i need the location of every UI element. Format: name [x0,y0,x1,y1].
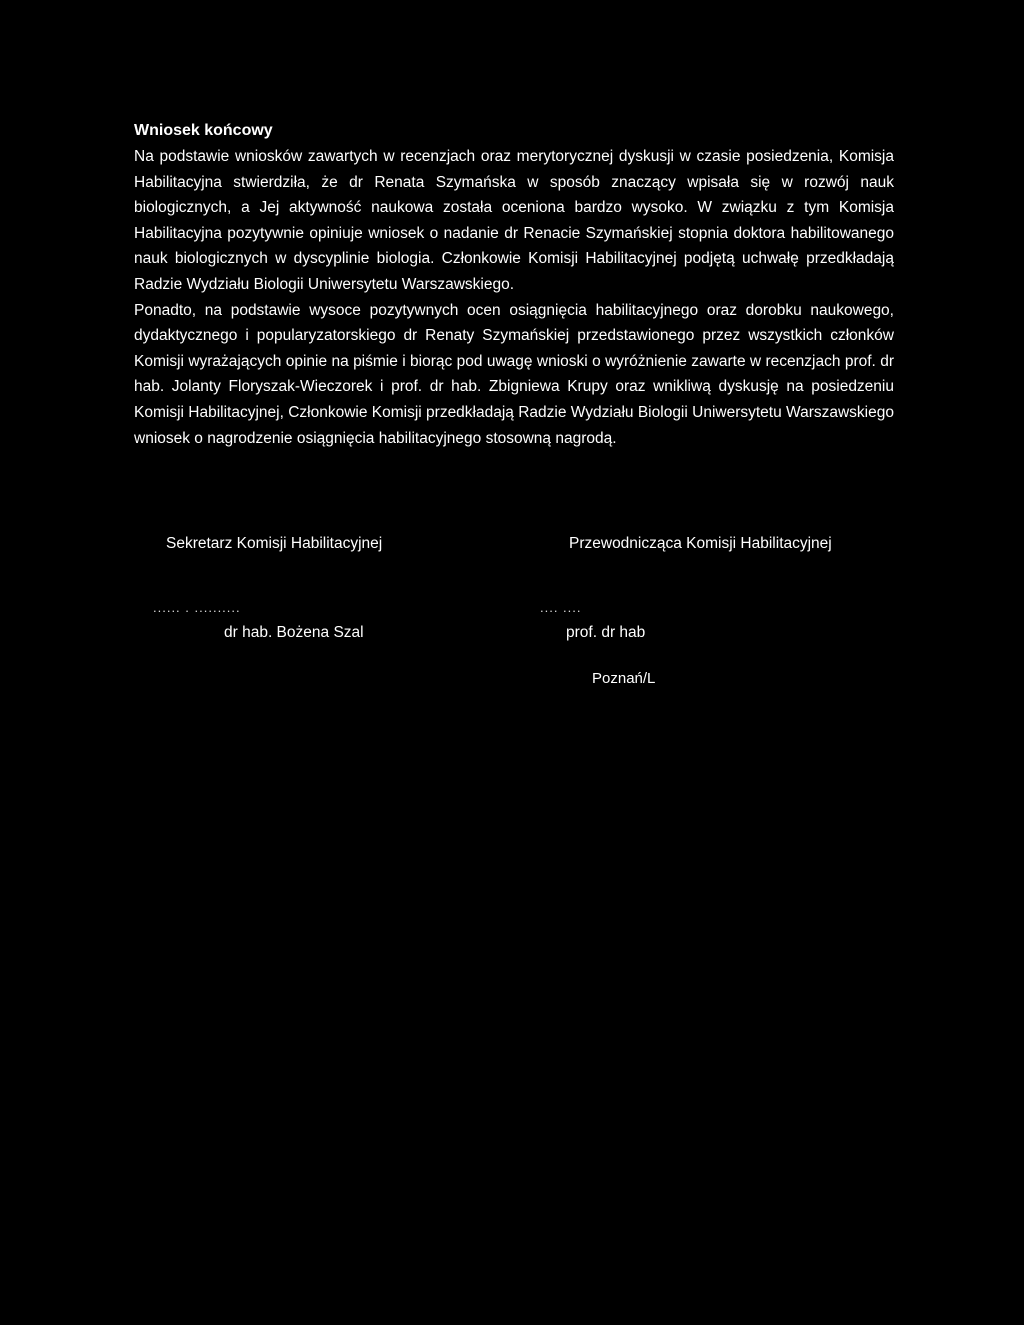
chairperson-name: prof. dr hab [566,624,646,641]
paragraph-conclusion: Na podstawie wniosków zawartych w recenzjach oraz merytorycznej dyskusji w czasie posiedzenia, Komisja Habilitacyjna stwierdziła, że dr Renata Szymańska w sposób znaczący wpisała się w rozwój nauk biologicznych, a Jej aktywność naukowa została oceniona bardzo wysoko. W związku z tym Komisja Habilitacyjna pozytywnie opiniuje wniosek o nadanie dr Renacie Szymańskiej stopnia doktora habilitowanego nauk biologicznych w dyscyplinie biologia. Członkowie Komisji Habilitacyjnej podjętą uchwałę przedkładają Radzie Wydziału Biologii Uniwersytetu Warszawskiego. [134,148,894,293]
secretary-signature-line: ...... . .......... [153,600,241,615]
chairperson-signature-line: .... .... [540,600,582,615]
secretary-name: dr hab. Bożena Szal [224,624,364,641]
paragraph-award-motion: Ponadto, na podstawie wysoce pozytywnych ocen osiągnięcia habilitacyjnego oraz dorobku naukowego, dydaktycznego i popularyzatorskiego dr Renaty Szymańskiej przedstawionego przez wszystkich członków Komisji wyrażających opinie na piśmie i biorąc pod uwagę wnioski o wyróżnienie zawarte w recenzjach prof. dr hab. Jolanty Floryszak-Wieczorek i prof. dr hab. Zbigniewa Krupy oraz wnikliwą dyskusję na posiedzeniu Komisji Habilitacyjnej, Członkowie Komisji przedkładają Radzie Wydziału Biologii Uniwersytetu Warszawskiego wniosek o nagrodzenie osiągnięcia habilitacyjnego stosowną nagrodą. [134,301,894,447]
section-heading: Wniosek końcowy [134,122,273,139]
document-body [134,118,894,451]
chairperson-title: Przewodnicząca Komisji Habilitacyjnej [569,535,832,552]
place-date: Poznań/L [592,670,656,687]
secretary-title: Sekretarz Komisji Habilitacyjnej [166,535,383,552]
